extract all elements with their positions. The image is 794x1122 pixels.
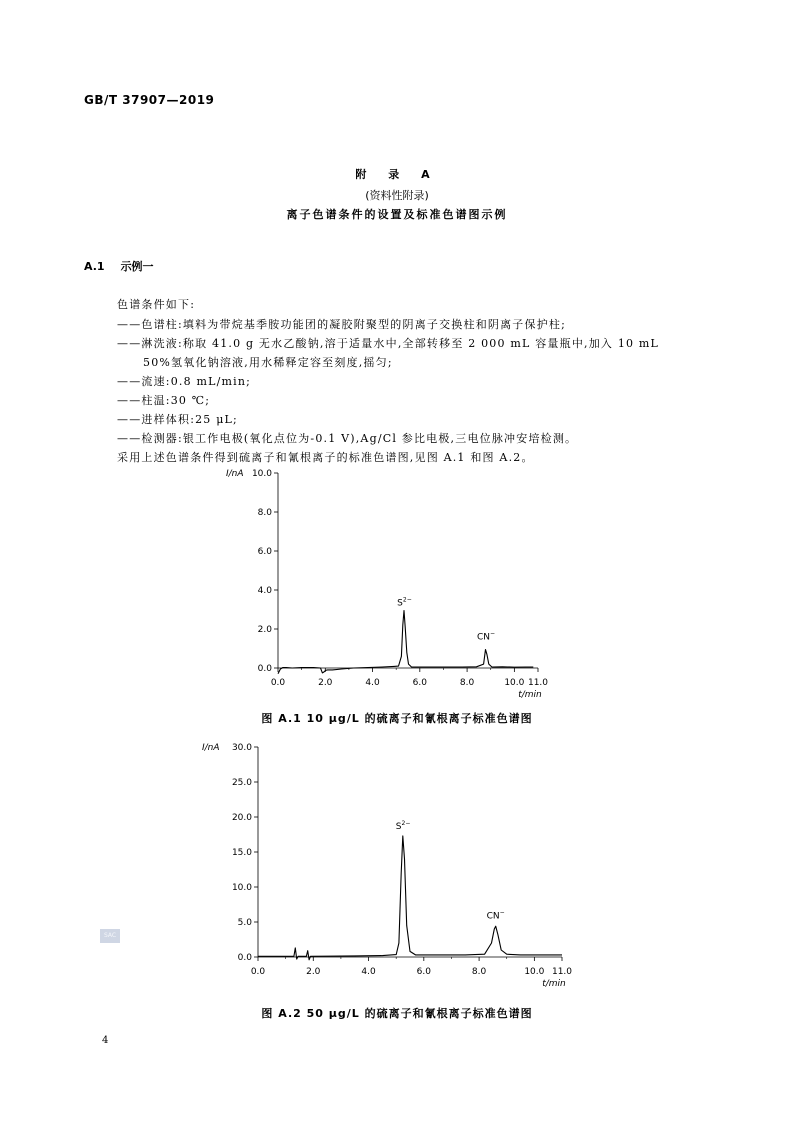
x-tick-label: 0.0	[250, 967, 266, 977]
conditions-intro: 色谱条件如下:	[117, 298, 196, 311]
y-tick-label: 6.0	[257, 547, 272, 557]
y-tick-label: 20.0	[231, 813, 252, 823]
x-tick-label: 10.0	[524, 967, 545, 977]
peak-label	[477, 631, 495, 643]
y-tick-label: 25.0	[231, 778, 252, 788]
condition-item: ——淋洗液:称取 41.0 g 无水乙酸钠,溶于适量水中,全部转移至 2 000 mL 容量瓶中,加入 10 mL	[117, 337, 660, 350]
peak-label-charge: 2−	[402, 596, 412, 604]
watermark-stamp: SAC	[100, 929, 120, 943]
chromatogram-figure-a2	[175, 735, 605, 990]
x-tick-label: 6.0	[416, 967, 431, 977]
condition-item-continued: 50%氢氧化钠溶液,用水稀释定容至刻度,摇匀;	[143, 356, 393, 369]
section-number: A.1	[84, 260, 105, 273]
x-tick-label: 2.0	[318, 678, 333, 688]
chromatogram-figure-a1	[200, 462, 590, 698]
peak-label-charge: −	[499, 909, 505, 917]
y-tick-label: 15.0	[231, 848, 252, 858]
x-tick-label: 6.0	[412, 678, 427, 688]
conditions-summary: 采用上述色谱条件得到硫离子和氰根离子的标准色谱图,见图 A.1 和图 A.2。	[117, 451, 534, 464]
y-tick-label: 0.0	[257, 664, 272, 674]
x-tick-label: 2.0	[306, 967, 321, 977]
condition-item: ——柱温:30 ℃;	[117, 394, 211, 407]
x-tick-label: 8.0	[459, 678, 475, 688]
y-tick-label: 10.0	[231, 883, 252, 893]
y-tick-label: 2.0	[257, 625, 272, 635]
peak-label-ion: CN	[486, 911, 500, 922]
x-tick-label: 4.0	[361, 967, 376, 977]
x-tick-label: 11.0	[527, 678, 549, 688]
chromatogram-trace	[278, 611, 533, 674]
peak-label-ion: S	[397, 598, 403, 609]
peak-label	[487, 910, 505, 922]
condition-item: ——色谱柱:填料为带烷基季胺功能团的凝胶附聚型的阴离子交换柱和阴离子保护柱;	[117, 318, 567, 331]
condition-item: ——流速:0.8 mL/min;	[117, 375, 252, 388]
peak-label-ion: CN	[476, 632, 490, 643]
section-heading	[84, 258, 154, 274]
figure-a2-caption: 图 A.2 50 μg/L 的硫离子和氰根离子标准色谱图	[261, 1007, 533, 1020]
section-title: 示例一	[120, 260, 154, 273]
peak-label	[396, 820, 411, 832]
condition-item: ——检测器:银工作电极(氧化点位为-0.1 V),Ag/Cl 参比电极,三电位脉冲安培检测。	[117, 432, 578, 445]
chromatogram-trace	[258, 836, 562, 960]
appendix-type: (资料性附录)	[365, 189, 429, 202]
y-tick-label: 0.0	[237, 953, 252, 963]
y-tick-label: 5.0	[237, 918, 252, 928]
standard-number: GB/T 37907—2019	[84, 93, 215, 107]
x-axis-label: t/min	[518, 690, 542, 698]
y-axis-label: I/nA	[226, 469, 244, 479]
appendix-subtitle: 离子色谱条件的设置及标准色谱图示例	[286, 208, 508, 221]
appendix-title: 附 录 A	[355, 168, 439, 181]
peak-label-charge: 2−	[401, 819, 411, 827]
peak-label-ion: S	[395, 821, 402, 832]
x-tick-label: 4.0	[365, 678, 380, 688]
x-tick-label: 10.0	[504, 678, 525, 688]
x-tick-label: 11.0	[551, 967, 573, 977]
page-number: 4	[102, 1035, 109, 1046]
x-tick-label: 8.0	[471, 967, 487, 977]
x-tick-label: 0.0	[270, 678, 286, 688]
peak-label-charge: −	[490, 630, 496, 638]
y-tick-label: 30.0	[231, 743, 252, 753]
peak-label	[397, 597, 412, 609]
y-tick-label: 8.0	[257, 508, 272, 518]
y-axis-label: I/nA	[202, 743, 220, 753]
y-tick-label: 10.0	[251, 469, 272, 479]
y-tick-label: 4.0	[257, 586, 272, 596]
condition-item: ——进样体积:25 μL;	[117, 413, 238, 426]
x-axis-label: t/min	[542, 979, 566, 989]
figure-a1-caption: 图 A.1 10 μg/L 的硫离子和氰根离子标准色谱图	[261, 712, 533, 725]
